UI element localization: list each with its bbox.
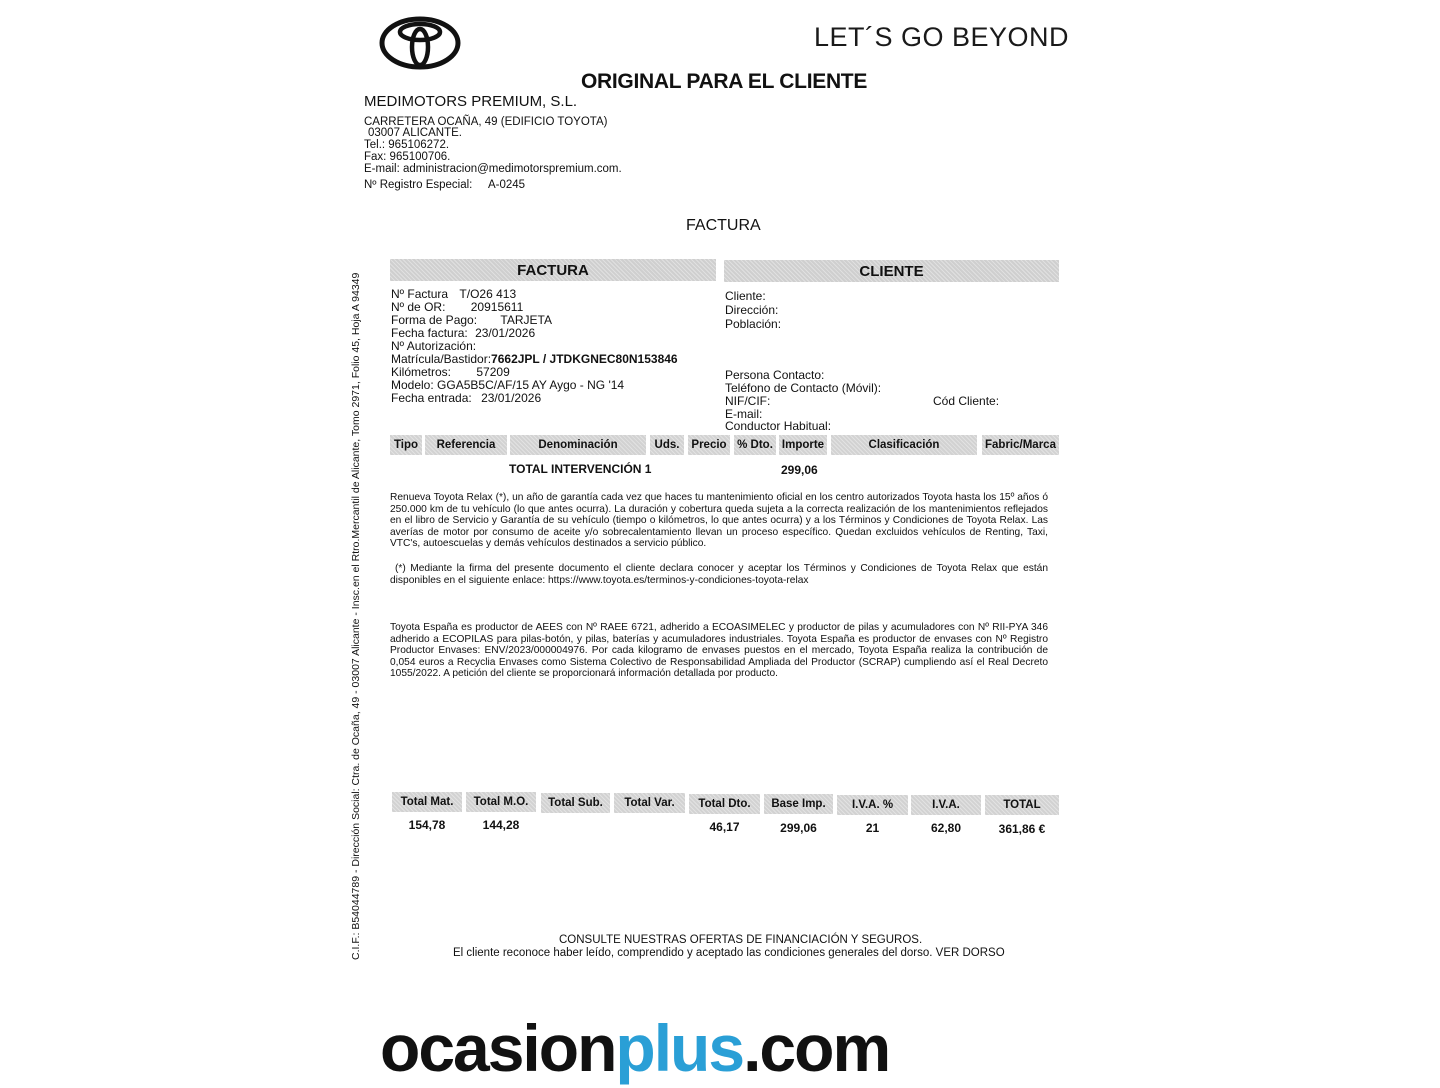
- total-intervencion-label: TOTAL INTERVENCIÓN 1: [509, 462, 652, 476]
- address-line-1: CARRETERA OCAÑA, 49 (EDIFICIO TOYOTA): [364, 116, 608, 128]
- company-email: E-mail: administracion@medimotorspremium.com.: [364, 163, 622, 175]
- registro-label: Nº Registro Especial:: [364, 179, 473, 191]
- field-value: TARJETA: [500, 313, 552, 327]
- aees-paragraph: Toyota España es productor de AEES con Nº RAEE 6721, adherido a ECOASIMELEC y productor de pilas y acumuladores con Nº RII-PYA 346 adherido a ECOPILAS para pilas-botón, y pilas, baterías y acumuladores industriales. Toyota España es productor de envases con Nº Registro Productor Envases: ENV/2023/000004976. Por cada kilogramo de envases puestos en el mercado, Toyota España realiza la contribución de 0,054 euros a Recyclia Envases como Sistema Colectivo de Responsabilidad Ampliada del Productor (SCRAP) cumpliendo así el Real Decreto 1055/2022. A petición del cliente se proporcionará información detallada por producto.: [390, 622, 1048, 680]
- field-label: Nº Factura: [391, 287, 449, 301]
- cliente-label: Cliente:: [725, 289, 766, 303]
- brand-part-3: .com: [743, 1011, 890, 1085]
- field-label: Kilómetros:: [391, 365, 452, 379]
- col-fabric-marca: Fabric/Marca: [982, 435, 1059, 455]
- col-total-mo: Total M.O.: [466, 792, 536, 812]
- value-total-mo: 144,28: [482, 818, 520, 832]
- col-referencia: Referencia: [425, 435, 507, 455]
- col-total-sub: Total Sub.: [541, 793, 610, 813]
- terms-paragraph: (*) Mediante la firma del presente documento el cliente declara conocer y aceptar los Términos y Condiciones de Toyota Relax que están disponibles en el siguiente enlace: https://www.toyota.es/terminos-y-condiciones-toyota-relax: [390, 563, 1048, 586]
- col-clasificacion: Clasificación: [831, 435, 977, 455]
- value-base-imp: 299,06: [780, 821, 817, 835]
- value-iva-pct: 21: [865, 821, 880, 835]
- slogan: LET´S GO BEYOND: [814, 22, 1070, 52]
- legal-sidebar: C.I.F.: B54044789 - Dirección Social: Ctra. de Ocaña, 49 - 03007 Alicante - Insc.en el Rtro.Mercantil de Alicante, Tomo 2971, Folio 45, Hoja A 94349: [350, 272, 362, 960]
- field-value: 20915611: [470, 300, 524, 314]
- relax-paragraph: Renueva Toyota Relax (*), un año de garantía cada vez que haces tu mantenimiento oficial en los centro autorizados Toyota hasta los 15º años ó 250.000 km de tu vehículo (lo que antes ocurra). La duración y cobertura queda sujeta a la correcta realización de los mantenimientos reflejados en el libro de Servicio y Garantía de su vehículo (tiempo o kilómetros, lo que antes ocurra) y a los Términos y Condiciones de Toyota Relax. Las averías de motor por consumo de aceite y/o sobrecalentamiento llevan un proceso específico. Quedan excluidos vehículos de Renting, Taxi, VTC's, autoescuelas y demás vehículos destinados a servicio público.: [390, 492, 1048, 550]
- toyota-logo-icon: [378, 16, 462, 70]
- telefono-label: Teléfono de Contacto (Móvil):: [725, 381, 882, 395]
- nif-label: NIF/CIF:: [725, 394, 771, 408]
- col-importe: Importe: [779, 435, 827, 455]
- value-total-mat: 154,78: [408, 818, 446, 832]
- address-line-2: 03007 ALICANTE.: [368, 127, 462, 139]
- field-value: T/O26 413: [459, 287, 517, 301]
- footer-conditions: El cliente reconoce haber leído, comprendido y aceptado las condiciones generales del dorso. VER DORSO: [453, 947, 1005, 959]
- col-uds: Uds.: [650, 435, 684, 455]
- col-base-imp: Base Imp.: [764, 794, 833, 814]
- field-label: Nº Autorización:: [391, 339, 477, 353]
- field-value: 23/01/2026: [481, 391, 542, 405]
- col-total-var: Total Var.: [614, 793, 685, 813]
- field-label: Modelo:: [391, 378, 434, 392]
- document-type: FACTURA: [686, 217, 761, 234]
- col-total-mat: Total Mat.: [392, 792, 462, 812]
- value-iva: 62,80: [930, 821, 962, 835]
- col-iva: I.V.A.: [911, 795, 981, 815]
- value-total-dto: 46,17: [709, 820, 740, 834]
- field-value: 7662JPL / JTDKGNEC80N153846: [491, 352, 678, 366]
- poblacion-label: Población:: [725, 317, 782, 331]
- cod-cliente-label: Cód Cliente:: [933, 394, 1000, 408]
- value-total: 361,86 €: [998, 822, 1046, 836]
- footer-offer: CONSULTE NUESTRAS OFERTAS DE FINANCIACIÓN Y SEGUROS.: [559, 934, 923, 946]
- col-total-dto: Total Dto.: [689, 794, 760, 814]
- field-value: 57209: [476, 365, 510, 379]
- brand-part-2: plus: [615, 1011, 744, 1085]
- field-label: Forma de Pago:: [391, 313, 478, 327]
- page-title: ORIGINAL PARA EL CLIENTE: [581, 70, 868, 93]
- field-label: Matrícula/Bastidor:: [391, 352, 492, 366]
- col-iva-pct: I.V.A. %: [837, 795, 908, 815]
- field-value: GGA5B5C/AF/15 AY Aygo - NG '14: [437, 378, 625, 392]
- col-precio: Precio: [688, 435, 730, 455]
- field-value: 23/01/2026: [475, 326, 536, 340]
- company-name: MEDIMOTORS PREMIUM, S.L.: [364, 93, 578, 110]
- col-total: TOTAL: [985, 795, 1059, 815]
- factura-row: [391, 392, 678, 405]
- field-label: Fecha factura:: [391, 326, 468, 340]
- email-label: E-mail:: [725, 407, 763, 421]
- factura-fields: [391, 288, 678, 405]
- conductor-label: Conductor Habitual:: [725, 419, 832, 433]
- persona-contacto-label: Persona Contacto:: [725, 368, 825, 382]
- col-tipo: Tipo: [390, 435, 422, 455]
- col-denominacion: Denominación: [510, 435, 646, 455]
- field-label: Nº de OR:: [391, 300, 446, 314]
- total-intervencion-value: 299,06: [781, 463, 818, 477]
- col-dto: % Dto.: [734, 435, 776, 455]
- factura-header: FACTURA: [390, 259, 716, 281]
- field-label: Fecha entrada:: [391, 391, 472, 405]
- telephone: Tel.: 965106272.: [364, 139, 450, 151]
- fax: Fax: 965100706.: [364, 151, 451, 163]
- cliente-header: CLIENTE: [724, 260, 1059, 282]
- brand-watermark: [380, 1008, 889, 1088]
- registro-value: A-0245: [488, 179, 526, 191]
- direccion-label: Dirección:: [725, 303, 779, 317]
- brand-part-1: ocasion: [380, 1011, 616, 1085]
